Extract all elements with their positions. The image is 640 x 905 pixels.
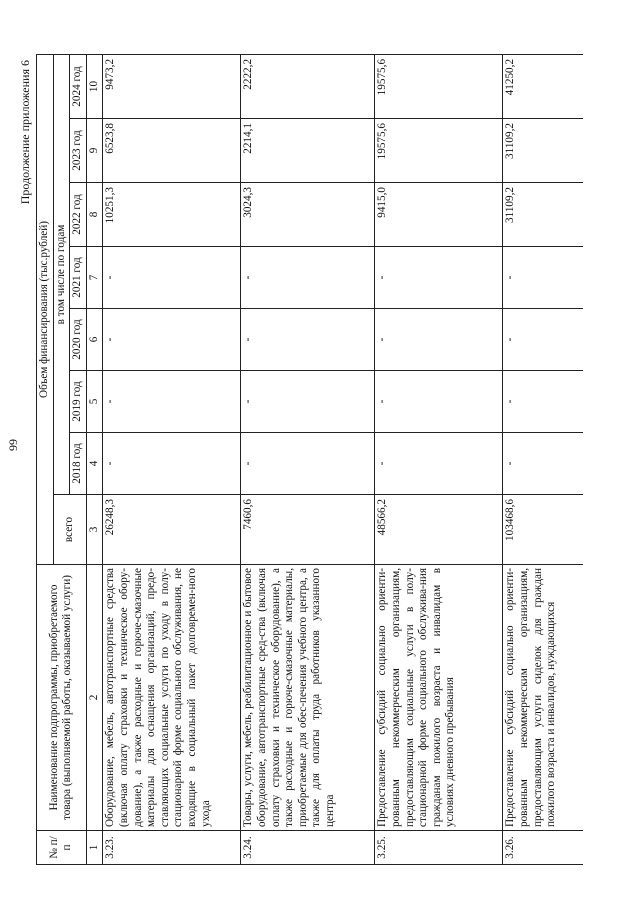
column-index: 6 bbox=[86, 309, 103, 371]
row-year-2020: - bbox=[375, 309, 503, 371]
row-year-2023: 19575,6 bbox=[375, 119, 503, 183]
row-year-2024: 19575,6 bbox=[375, 54, 503, 118]
header-year: 2023 год bbox=[70, 119, 87, 183]
row-year-2024: 9473,2 bbox=[103, 54, 241, 118]
row-year-2022: 31109,2 bbox=[503, 183, 583, 247]
row-year-2019: - bbox=[103, 371, 241, 433]
header-year: 2022 год bbox=[70, 183, 87, 247]
row-description: Оборудование, мебель, автотранспортные средства (включая оплату страховки и техническое обору-дование), а также расходные и горюче-смазочные материалы для оснащения организаций, предо-ставляющих социальные услуги по уходу в полу-стационарной форме социального обслуживания, не входящие в социальный пакет долговремен-ного ухода bbox=[103, 565, 241, 831]
header-row-index bbox=[86, 54, 103, 864]
column-index: 2 bbox=[86, 565, 103, 831]
column-index: 1 bbox=[86, 831, 103, 865]
row-total: 103468,6 bbox=[503, 495, 583, 565]
row-year-2023: 6523,8 bbox=[103, 119, 241, 183]
row-year-2018: - bbox=[375, 433, 503, 495]
row-year-2021: - bbox=[241, 247, 375, 309]
row-year-2021: - bbox=[375, 247, 503, 309]
row-year-2021: - bbox=[103, 247, 241, 309]
row-year-2020: - bbox=[241, 309, 375, 371]
row-year-2021: - bbox=[503, 247, 583, 309]
row-year-2020: - bbox=[103, 309, 241, 371]
header-year: 2019 год bbox=[70, 371, 87, 433]
row-year-2022: 10251,3 bbox=[103, 183, 241, 247]
table-row bbox=[503, 54, 583, 864]
continuation-note: Продолжение приложения 6 bbox=[18, 60, 32, 205]
row-year-2019: - bbox=[503, 371, 583, 433]
row-year-2022: 3024,3 bbox=[241, 183, 375, 247]
row-year-2018: - bbox=[241, 433, 375, 495]
header-no: № п/п bbox=[37, 831, 87, 865]
table-row bbox=[241, 54, 375, 864]
column-index: 10 bbox=[86, 54, 103, 118]
row-number: 3.25. bbox=[375, 831, 503, 865]
row-number: 3.23. bbox=[103, 831, 241, 865]
row-year-2024: 41250,2 bbox=[503, 54, 583, 118]
financing-table bbox=[36, 54, 583, 865]
row-number: 3.26. bbox=[503, 831, 583, 865]
column-index: 8 bbox=[86, 183, 103, 247]
column-index: 5 bbox=[86, 371, 103, 433]
row-year-2019: - bbox=[375, 371, 503, 433]
row-year-2020: - bbox=[503, 309, 583, 371]
header-row-1 bbox=[37, 54, 54, 864]
row-total: 48566,2 bbox=[375, 495, 503, 565]
header-year: 2024 год bbox=[70, 54, 87, 118]
row-description: Товары, услуги, мебель, реабилитационное и бытовое оборудование, автотранспортные сред-ства (включая оплату страховки и техническое оборудование), а также расходные и горюче-смазочные материалы, приобретаемые для обес-печения учебного центра, а также для оплаты труда работников указанного центра bbox=[241, 565, 375, 831]
row-year-2022: 9415,0 bbox=[375, 183, 503, 247]
row-number: 3.24. bbox=[241, 831, 375, 865]
header-year: 2021 год bbox=[70, 247, 87, 309]
row-year-2024: 2222,2 bbox=[241, 54, 375, 118]
column-index: 3 bbox=[86, 495, 103, 565]
table-row bbox=[103, 54, 241, 864]
header-name: Наименование подпрограммы, приобретаемого товара (выполняемой работы, оказываемой услуги) bbox=[37, 565, 87, 831]
row-year-2018: - bbox=[103, 433, 241, 495]
table-row bbox=[375, 54, 503, 864]
row-description: Предоставление субсидий социально ориенти-рованным некоммерческим организациям, предоставляющим социальные услуги в полу-стационарной форме социального обслужива-ния гражданам пожилого возраста и инвалидам в условиях дневного пребывания bbox=[375, 565, 503, 831]
header-year: 2018 год bbox=[70, 433, 87, 495]
row-year-2023: 31109,2 bbox=[503, 119, 583, 183]
row-year-2023: 2214,1 bbox=[241, 119, 375, 183]
row-year-2018: - bbox=[503, 433, 583, 495]
column-index: 9 bbox=[86, 119, 103, 183]
header-financing: Объем финансирования (тыс.рублей) bbox=[37, 54, 54, 564]
row-year-2019: - bbox=[241, 371, 375, 433]
page-number: 99 bbox=[6, 439, 20, 451]
header-including: в том числе по годам bbox=[53, 54, 70, 494]
column-index: 4 bbox=[86, 433, 103, 495]
header-year: 2020 год bbox=[70, 309, 87, 371]
row-description: Предоставление субсидий социально ориенти-рованным некоммерческим организациям, предоставляющим услуги сиделок для граждан пожилого возраста и инвалидов, нуждающихся bbox=[503, 565, 583, 831]
row-total: 7460,6 bbox=[241, 495, 375, 565]
column-index: 7 bbox=[86, 247, 103, 309]
row-total: 26248,3 bbox=[103, 495, 241, 565]
header-total: всего bbox=[53, 495, 86, 565]
